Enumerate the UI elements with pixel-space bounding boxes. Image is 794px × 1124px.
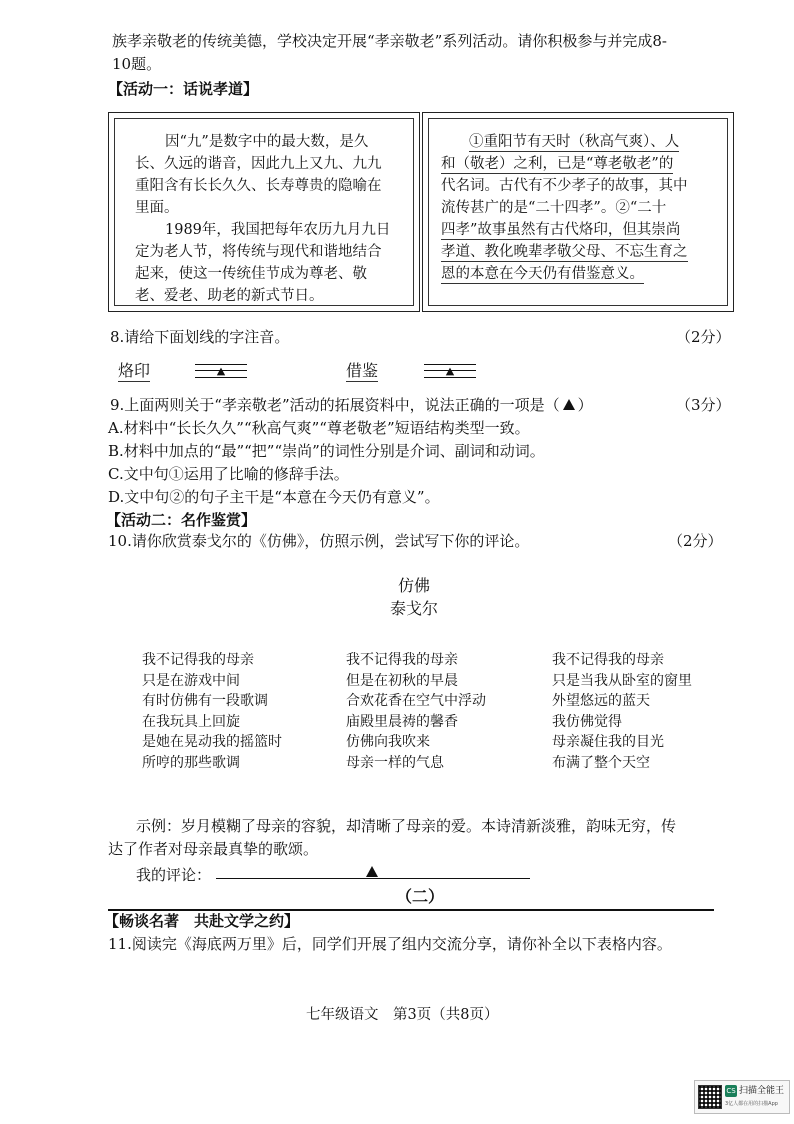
q9-text: 9.上面两则关于“孝亲敬老”活动的拓展资料中，说法正确的一项是（ ） <box>110 396 593 414</box>
poem-line: 母亲一样的气息 <box>346 754 444 771</box>
left-line-7: 起来，使这一传统佳节成为尊老、敬 <box>135 266 367 282</box>
poem-line: 布满了整个天空 <box>552 754 650 771</box>
comment-answer-line[interactable] <box>216 878 530 879</box>
right-line-5: 四孝”故事虽然有古代烙印，但其崇尚 <box>441 222 681 238</box>
q9-option-c: C.文中句①运用了比喻的修辞手法。 <box>108 465 349 483</box>
right-line-7: 恩的本意在今天仍有借鉴意义。 <box>441 266 644 282</box>
right-line-2: 和（敬老）之利，已是“尊老敬老”的 <box>441 156 674 172</box>
example-line-2: 达了作者对母亲最真挚的歌颂。 <box>108 840 319 858</box>
poem-column-3 <box>552 650 692 773</box>
poem-line: 在我玩具上回旋 <box>142 713 240 730</box>
right-line-6: 孝道、教化晚辈孝敬父母、不忘生育之 <box>441 244 688 260</box>
left-line-2: 长、久远的谐音，因此九上又九、九九 <box>135 156 382 172</box>
left-line-5: 1989年，我国把每年农历九月九日 <box>165 222 391 238</box>
camscanner-logo-icon: CS <box>726 1087 736 1095</box>
left-line-3: 重阳含有长长久久、长寿尊贵的隐喻在 <box>135 178 382 194</box>
poem-line: 我仿佛觉得 <box>552 713 622 730</box>
q8-answer-blank-2[interactable] <box>424 360 476 379</box>
activity1-heading: 【活动一：话说孝道】 <box>108 80 259 98</box>
q9-option-a: A.材料中“长长久久”“秋高气爽”“尊老敬老”短语结构类型一致。 <box>108 419 530 437</box>
q8-word-2: 借鉴 <box>346 361 379 380</box>
right-line-4: 流传甚广的是“二十四孝”。②“二十 <box>441 200 667 216</box>
right-line-1: ①重阳节有天时（秋高气爽）、人 <box>469 134 680 150</box>
q9-score: （3分） <box>676 396 731 414</box>
left-line-4: 里面。 <box>135 200 179 216</box>
left-line-1: 因“九”是数字中的最大数，是久 <box>165 134 369 150</box>
poem-title: 仿佛 <box>398 576 431 595</box>
q10-text: 10.请你欣赏泰戈尔的《仿佛》，仿照示例，尝试写下你的评论。 <box>108 532 530 550</box>
q10-score: （2分） <box>668 532 723 550</box>
q8-text: 8.请给下面划线的字注音。 <box>110 328 290 346</box>
page-footer: 七年级语文 第3页（共8页） <box>306 1007 499 1023</box>
poem-line: 仿佛向我吹来 <box>346 734 430 750</box>
example-line-1: 示例：岁月模糊了母亲的容貌，却清晰了母亲的爱。本诗清新淡雅，韵味无穷，传 <box>136 817 677 835</box>
scanner-badge-title: 扫描全能王 <box>739 1086 785 1096</box>
poem-line: 外望悠远的蓝天 <box>552 693 650 709</box>
left-line-6: 定为老人节，将传统与现代和谐地结合 <box>135 244 382 260</box>
answer-triangle-icon <box>366 866 378 877</box>
material-box-left <box>108 112 420 312</box>
intro-line-2: 10题。 <box>112 55 162 73</box>
poem-line: 合欢花香在空气中浮动 <box>346 693 486 709</box>
qr-code-icon <box>698 1085 722 1109</box>
scanner-badge <box>694 1080 790 1114</box>
q8-score: （2分） <box>676 328 731 346</box>
activity2-heading: 【活动二：名作鉴赏】 <box>106 511 257 529</box>
poem-line: 只是在游戏中间 <box>142 672 240 689</box>
right-line-3: 代名词。古代有不少孝子的故事，其中 <box>441 178 688 194</box>
poem-line: 我不记得我的母亲 <box>142 652 254 668</box>
poem-line: 庙殿里晨祷的馨香 <box>346 713 458 730</box>
q8-word-1: 烙印 <box>118 361 151 380</box>
intro-line-1: 族孝亲敬老的传统美德，学校决定开展“孝亲敬老”系列活动。请你积极参与并完成8- <box>112 32 667 50</box>
poem-line: 是她在晃动我的摇篮时 <box>142 734 282 750</box>
answer-triangle-icon <box>563 399 575 410</box>
part-heading: 【畅谈名著 共赴文学之约】 <box>104 912 300 930</box>
poem-author: 泰戈尔 <box>390 599 439 618</box>
poem-line: 我不记得我的母亲 <box>552 652 664 668</box>
poem-column-2 <box>346 650 486 773</box>
poem-line: 但是在初秋的早晨 <box>346 672 458 689</box>
comment-label: 我的评论： <box>136 866 212 884</box>
q9-option-b: B.材料中加点的“最”“把”“崇尚”的词性分别是介词、副词和动词。 <box>108 442 545 460</box>
q9-option-d: D.文中句②的句子主干是“本意在今天仍有意义”。 <box>108 488 440 506</box>
poem-line: 我不记得我的母亲 <box>346 652 458 668</box>
q8-answer-blank-1[interactable] <box>195 360 247 379</box>
section-two-heading: （二） <box>396 887 445 906</box>
poem-line: 只是当我从卧室的窗里 <box>552 672 692 689</box>
left-line-8: 老、爱老、助老的新式节日。 <box>135 288 324 304</box>
poem-line: 有时仿佛有一段歌调 <box>142 693 268 709</box>
material-box-right <box>422 112 734 312</box>
poem-line: 所哼的那些歌调 <box>142 754 240 771</box>
q11-text: 11.阅读完《海底两万里》后，同学们开展了组内交流分享，请你补全以下表格内容。 <box>108 935 672 953</box>
scanner-badge-subtitle: 3亿人都在用的扫描App <box>725 1101 778 1107</box>
poem-column-1 <box>142 650 282 773</box>
poem-line: 母亲凝住我的目光 <box>552 734 664 750</box>
